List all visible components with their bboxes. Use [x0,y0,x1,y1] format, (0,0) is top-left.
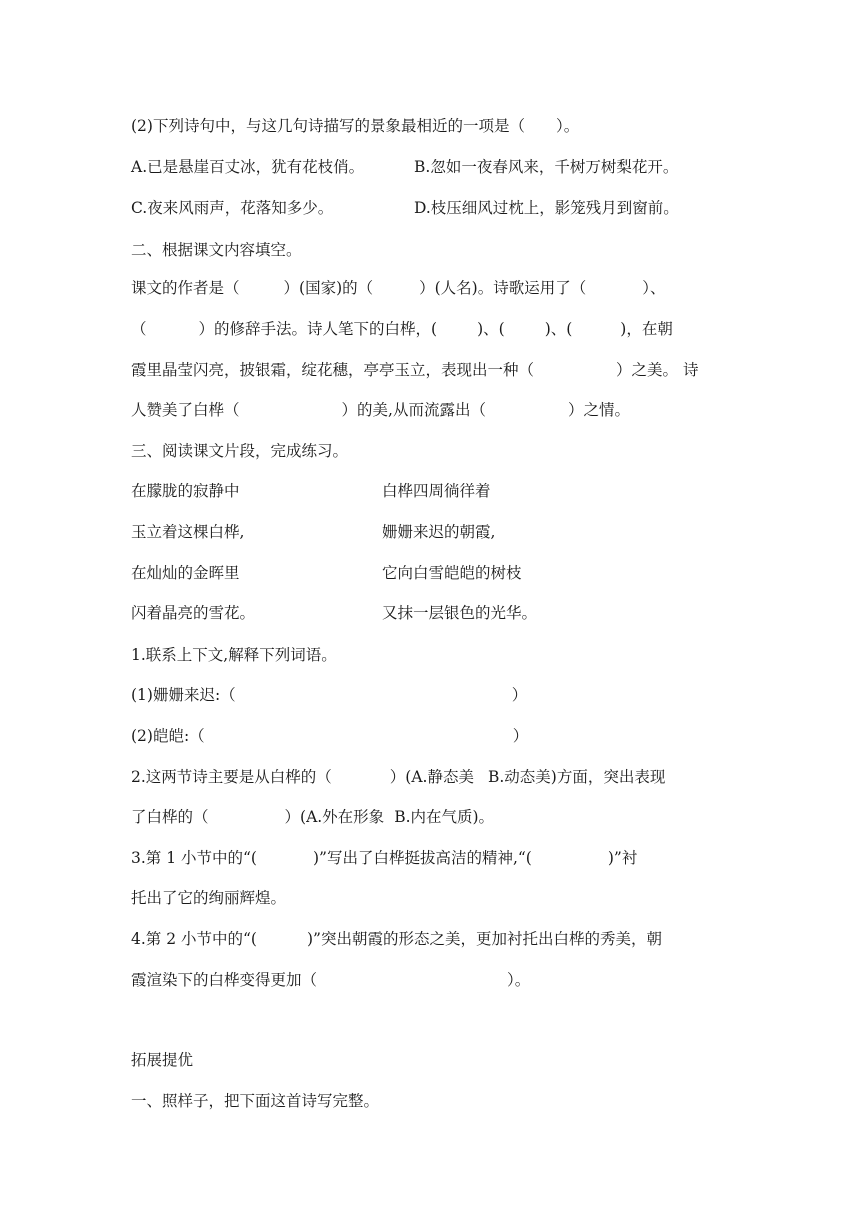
q1-item-2: (2)皑皑:（ ） [131,727,529,745]
fill-line-4: 人赞美了白桦（ ）的美,从而流露出（ ）之情。 [131,401,630,419]
poem-left-line-4: 闪着晶亮的雪花。 [131,604,256,622]
poem-right-line-1: 白桦四周徜徉着 [382,482,491,500]
q2-option-a: A.已是悬崖百丈冰，犹有花枝俏。 [131,158,365,176]
q1-item-1: (1)姗姗来迟:（ ） [131,686,528,704]
q2-option-c: C.夜来风雨声，花落知多少。 [131,199,334,217]
q2-line-1: 2.这两节诗主要是从白桦的（ ）(A.静态美 B.动态美)方面，突出表现 [131,768,666,786]
q4-line-2: 霞渲染下的白桦变得更加（ ）。 [131,971,531,989]
q2-option-b: B.忽如一夜春风来，千树万树梨花开。 [414,158,679,176]
poem-left-line-1: 在朦胧的寂静中 [131,482,240,500]
q3-line-1: 3.第 1 小节中的“( )”写出了白桦挺拔高洁的精神,“( )”衬 [131,849,638,867]
poem-right-line-2: 姗姗来迟的朝霞, [382,523,496,541]
extension-item-1: 一、照样子，把下面这首诗写完整。 [131,1092,380,1110]
q3-line-2: 托出了它的绚丽辉煌。 [131,889,287,907]
extension-heading: 拓展提优 [131,1051,194,1069]
fill-line-3: 霞里晶莹闪亮，披银霜，绽花穗，亭亭玉立，表现出一种（ ）之美。 诗 [131,361,699,379]
fill-line-1: 课文的作者是（ ）(国家)的（ ）(人名)。诗歌运用了（ ）、 [131,279,666,297]
q1-stem: 1.联系上下文,解释下列词语。 [131,646,337,664]
section-3-heading: 三、阅读课文片段，完成练习。 [131,442,349,460]
poem-left-line-2: 玉立着这棵白桦, [131,523,245,541]
q2-line-2: 了白桦的（ ）(A.外在形象 B.内在气质)。 [131,808,495,826]
q4-line-1: 4.第 2 小节中的“( )”突出朝霞的形态之美，更加衬托出白桦的秀美，朝 [131,930,662,948]
fill-line-2: （ ）的修辞手法。诗人笔下的白桦，( )、( )、( )，在朝 [131,320,673,338]
section-2-heading: 二、根据课文内容填空。 [131,241,302,259]
q2-stem: (2)下列诗句中，与这几句诗描写的景象最相近的一项是（ ）。 [131,117,580,135]
poem-left-line-3: 在灿灿的金晖里 [131,564,240,582]
q2-option-d: D.枝压细风过枕上，影笼残月到窗前。 [414,199,679,217]
poem-right-line-3: 它向白雪皑皑的树枝 [382,564,522,582]
poem-right-line-4: 又抹一层银色的光华。 [382,604,538,622]
